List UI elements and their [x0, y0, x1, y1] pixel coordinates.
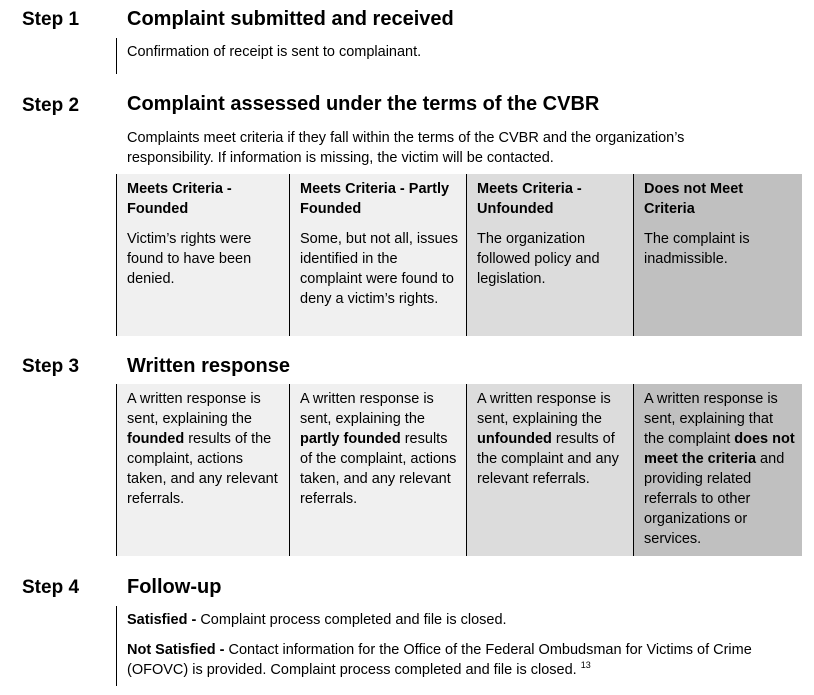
not-satisfied-outcome-continued: [127, 660, 591, 680]
response-text: results of the complaint, actions taken, and any relevant referrals.: [127, 431, 278, 507]
step-1-label: Step 1: [22, 9, 80, 30]
response-outcome: partly founded: [300, 431, 401, 447]
criteria-heading: Meets Criteria - Unfounded: [477, 181, 582, 217]
response-text: A written response is sent, explaining the: [300, 391, 434, 427]
criteria-description: Some, but not all, issues identified in the complaint were found to deny a victim’s rights.: [300, 231, 458, 307]
response-text: A written response is sent, explaining the: [477, 391, 611, 427]
not-satisfied-label: Not Satisfied -: [127, 642, 225, 658]
not-satisfied-text: Contact information for the Office of the Federal Ombudsman for Victims of Crime: [224, 642, 752, 658]
step-2-intro-line-2: responsibility. If information is missing, the victim will be contacted.: [127, 150, 554, 166]
response-unfounded: [466, 384, 633, 556]
response-text: A written response is sent, explaining that the complaint: [644, 391, 778, 447]
criteria-description: The organization followed policy and legislation.: [477, 231, 600, 287]
criteria-founded: [116, 174, 289, 336]
response-partly-founded: [289, 384, 466, 556]
response-outcome: unfounded: [477, 431, 552, 447]
step-3-title: Written response: [127, 355, 290, 377]
criteria-unfounded: [466, 174, 633, 336]
step-2-label: Step 2: [22, 95, 80, 116]
step-2-title: Complaint assessed under the terms of the CVBR: [127, 93, 600, 115]
satisfied-outcome: [127, 610, 507, 630]
step-1-title: Complaint submitted and received: [127, 8, 454, 30]
satisfied-label: Satisfied -: [127, 612, 197, 628]
response-not-met: [633, 384, 802, 556]
step-4-divider: [116, 606, 117, 686]
response-founded: [116, 384, 289, 556]
not-satisfied-outcome: [127, 640, 752, 660]
not-satisfied-text: (OFOVC) is provided. Complaint process completed and file is closed.: [127, 662, 581, 678]
criteria-description: The complaint is inadmissible.: [644, 231, 750, 267]
step-2-intro-line-1: Complaints meet criteria if they fall within the terms of the CVBR and the organization’s: [127, 130, 685, 146]
step-1-text: Confirmation of receipt is sent to complainant.: [127, 44, 422, 60]
criteria-description: Victim’s rights were found to have been denied.: [127, 231, 252, 287]
criteria-heading: Does not Meet Criteria: [644, 181, 744, 217]
step-4-title: Follow-up: [127, 576, 222, 598]
response-text: results of the complaint, actions taken, and any relevant referrals.: [300, 431, 457, 507]
response-table: [116, 384, 802, 556]
satisfied-text: Complaint process completed and file is closed.: [196, 612, 507, 628]
response-text: A written response is sent, explaining the: [127, 391, 261, 427]
criteria-heading: Meets Criteria - Founded: [127, 181, 232, 217]
criteria-not-met: [633, 174, 802, 336]
step-1-divider: [116, 38, 117, 74]
criteria-table: [116, 174, 802, 336]
footnote-marker: 13: [580, 660, 591, 670]
response-outcome: founded: [127, 431, 185, 447]
criteria-partly-founded: [289, 174, 466, 336]
criteria-heading: Meets Criteria - Partly Founded: [300, 181, 450, 217]
step-4-label: Step 4: [22, 577, 80, 598]
step-3-label: Step 3: [22, 356, 80, 377]
response-text: results of the complaint and any relevant referrals.: [477, 431, 619, 487]
response-outcome: does not meet the criteria: [644, 431, 795, 467]
response-text: and providing related referrals to other organizations or services.: [644, 451, 785, 547]
